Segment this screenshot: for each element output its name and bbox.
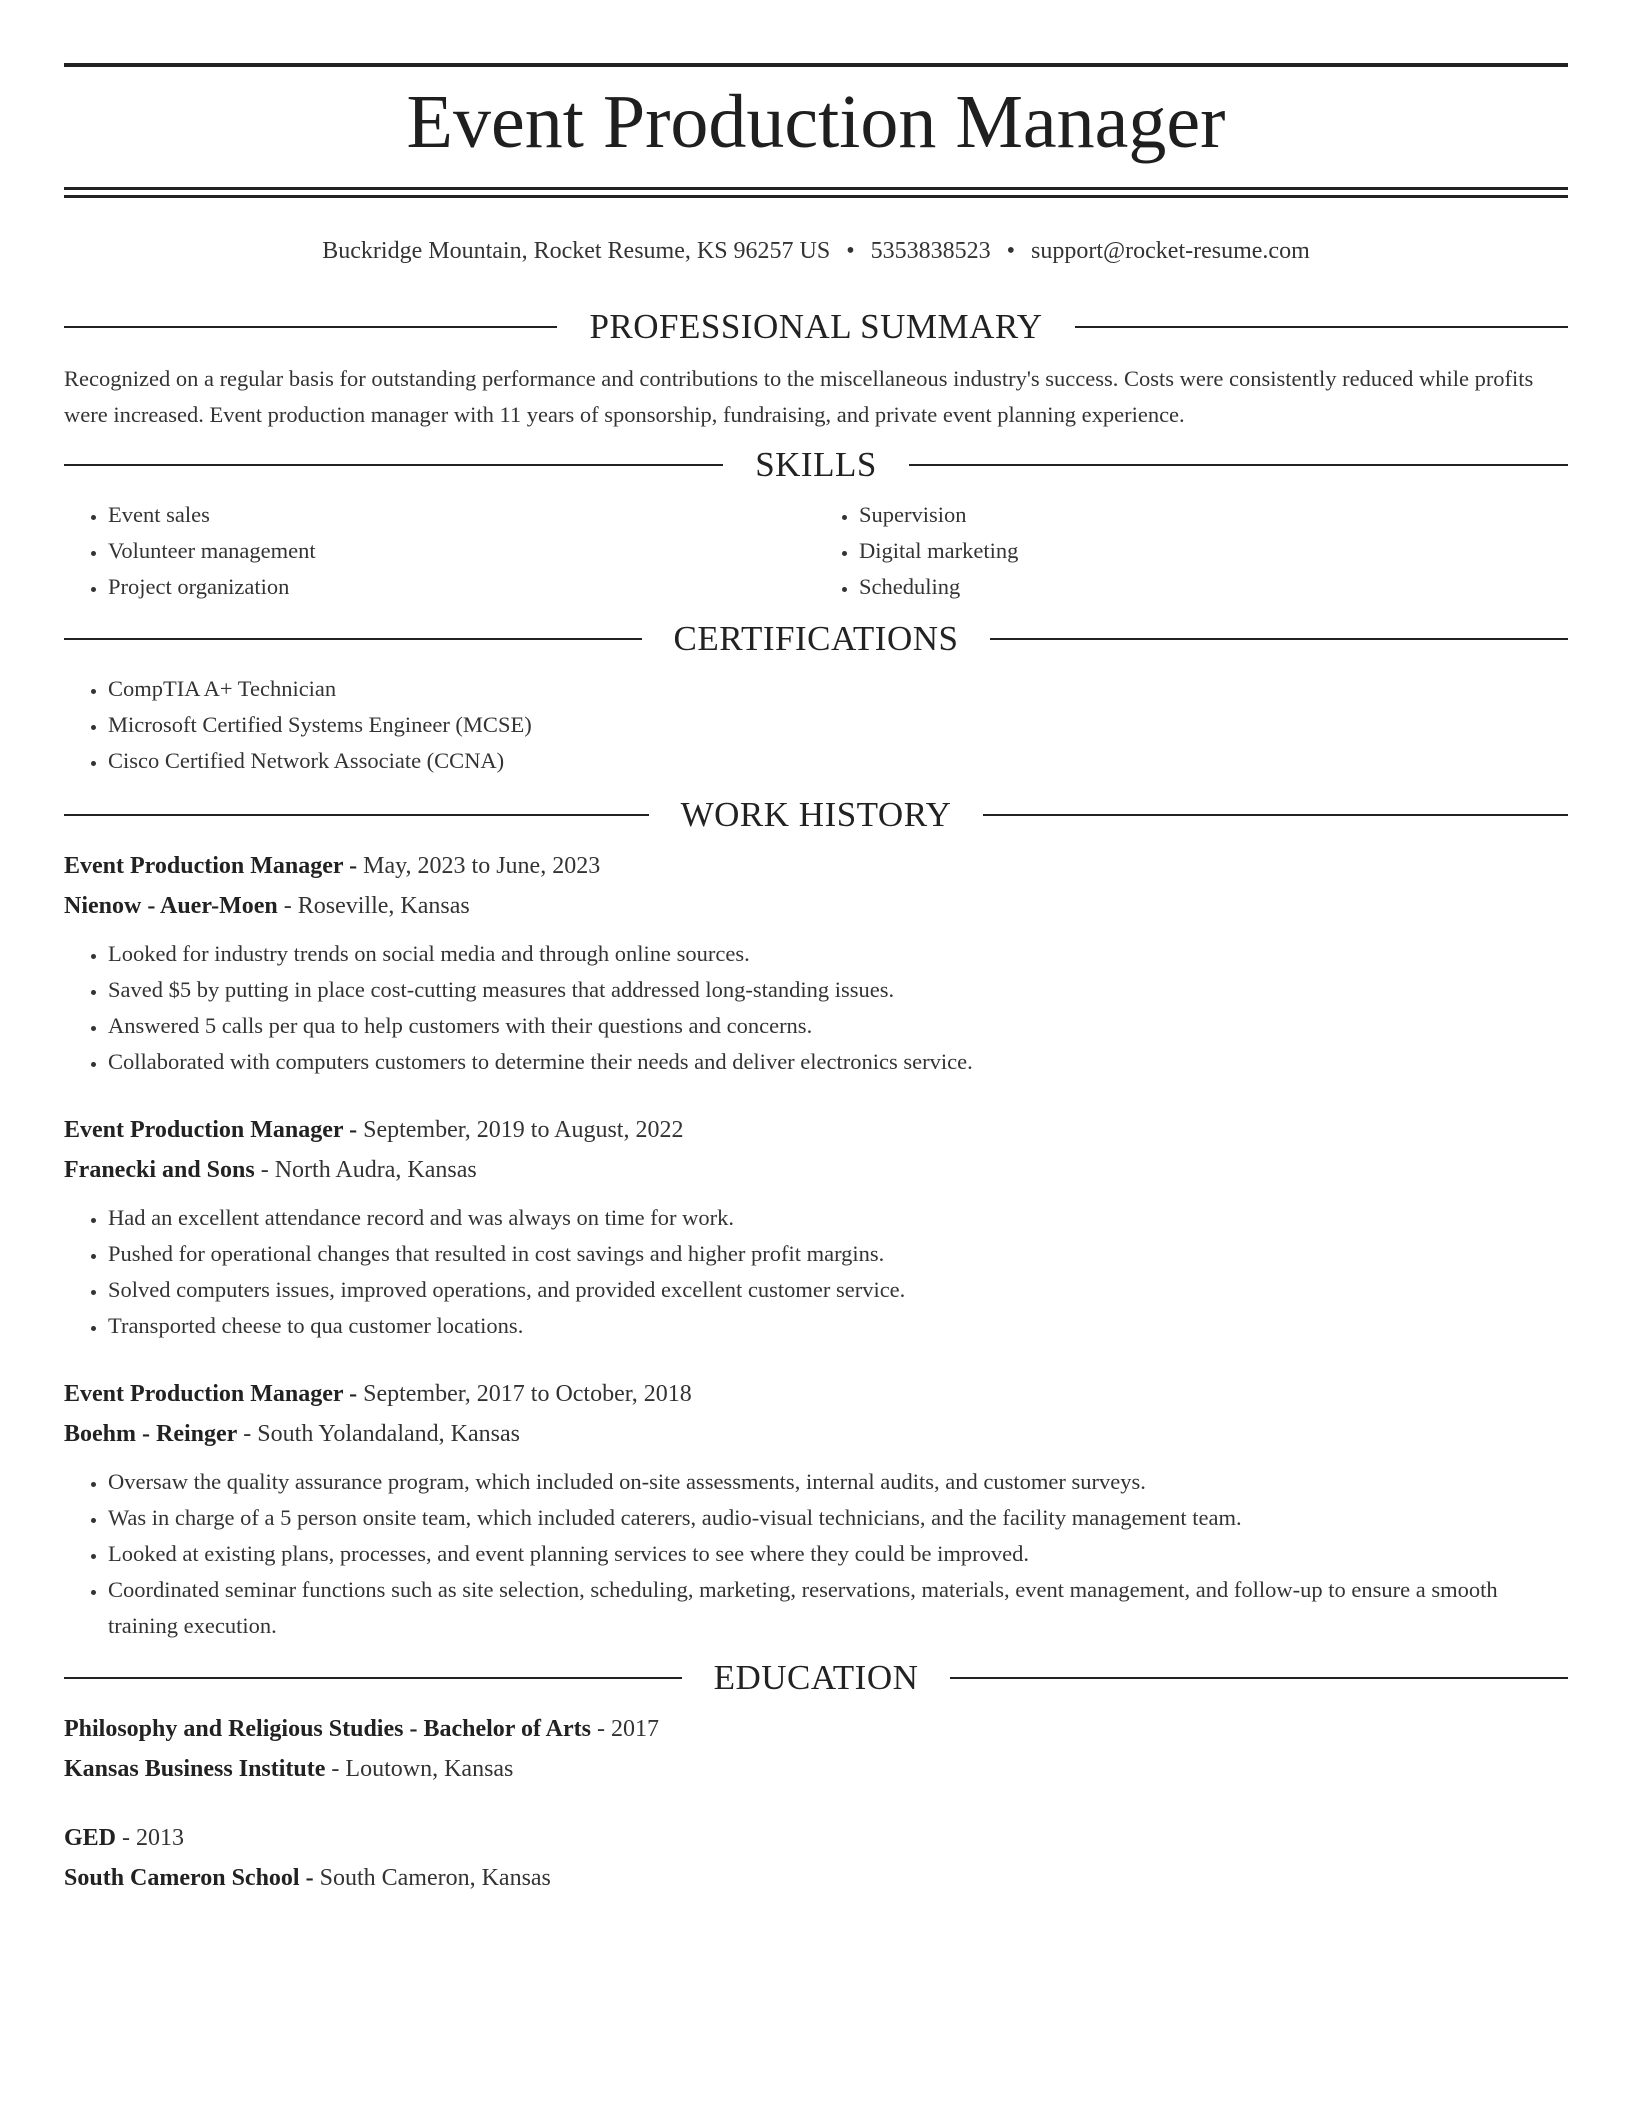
certifications-heading: CERTIFICATIONS [673, 619, 959, 658]
job-location: South Yolandaland, Kansas [257, 1421, 520, 1447]
certifications-section-header [64, 617, 1568, 661]
job-company-line: Nienow - Auer-Moen - Roseville, Kansas [64, 893, 470, 919]
education-school: South Cameron School [64, 1865, 300, 1891]
education-year: 2013 [136, 1825, 185, 1851]
job-bullet: • Oversaw the quality assurance program, which included on-site assessments, internal audits, and customer surveys. [108, 1464, 1568, 1500]
job-dates: September, 2017 to October, 2018 [363, 1381, 692, 1407]
section-rule [64, 814, 649, 816]
job-title-line: Event Production Manager - September, 2019 to August, 2022 [64, 1117, 684, 1143]
skills-column-left [64, 497, 816, 605]
job-bullet: • Looked for industry trends on social media and through online sources. [108, 936, 1568, 972]
job-entry [64, 1374, 1568, 1644]
skills-column-right [816, 497, 1568, 605]
section-rule [983, 814, 1568, 816]
job-bullet: • Saved $5 by putting in place cost-cutting measures that addressed long-standing issues. [108, 972, 1568, 1008]
certification-item: • Cisco Certified Network Associate (CCNA) [108, 743, 1568, 779]
job-bullets [64, 1464, 1568, 1644]
resume-name: Event Production Manager [406, 80, 1226, 164]
job-bullet: • Pushed for operational changes that resulted in cost savings and higher profit margins. [108, 1236, 1568, 1272]
education-school-line: Kansas Business Institute - Loutown, Kansas [64, 1756, 514, 1782]
job-title: Event Production Manager [64, 853, 344, 879]
header-double-rule [64, 187, 1568, 198]
education-degree: Philosophy and Religious Studies - Bachelor of Arts [64, 1716, 591, 1742]
contact-address: Buckridge Mountain, Rocket Resume, KS 96257 US [322, 238, 831, 264]
skill-item: • Digital marketing [859, 533, 1568, 569]
job-location: Roseville, Kansas [297, 893, 470, 919]
skill-item: • Supervision [859, 497, 1568, 533]
education-school: Kansas Business Institute [64, 1756, 326, 1782]
contact-separator: • [1006, 238, 1016, 264]
job-bullet: • Looked at existing plans, processes, and event planning services to see where they could be improved. [108, 1536, 1568, 1572]
job-title: Event Production Manager [64, 1117, 344, 1143]
job-entry [64, 846, 1568, 1080]
skill-item: • Project organization [108, 569, 816, 605]
skill-item: • Volunteer management [108, 533, 816, 569]
education-degree: GED [64, 1825, 117, 1851]
contact-phone[interactable]: 5353838523 [870, 238, 991, 264]
skill-item: • Event sales [108, 497, 816, 533]
summary-section-header [64, 305, 1568, 349]
work-heading: WORK HISTORY [680, 795, 952, 834]
job-bullet: • Was in charge of a 5 person onsite team, which included caterers, audio-visual technicians, and the facility management team. [108, 1500, 1568, 1536]
job-bullets [64, 936, 1568, 1080]
section-rule [64, 1677, 682, 1679]
education-heading: EDUCATION [713, 1658, 919, 1697]
certifications-list [64, 671, 1568, 779]
section-rule [1075, 326, 1568, 328]
section-rule [64, 638, 642, 640]
contact-email[interactable]: support@rocket-resume.com [1031, 238, 1310, 264]
job-bullet: • Had an excellent attendance record and was always on time for work. [108, 1200, 1568, 1236]
job-bullet: • Coordinated seminar functions such as site selection, scheduling, marketing, reservations, materials, event management, and follow-up to ensure a smooth training execution. [108, 1572, 1568, 1644]
certification-item: • Microsoft Certified Systems Engineer (MCSE) [108, 707, 1568, 743]
job-company-line: Franecki and Sons - North Audra, Kansas [64, 1157, 477, 1183]
job-dates: May, 2023 to June, 2023 [363, 853, 601, 879]
education-entry [64, 1818, 1568, 1898]
section-rule [990, 638, 1568, 640]
job-bullet: • Solved computers issues, improved operations, and provided excellent customer service. [108, 1272, 1568, 1308]
job-dates: September, 2019 to August, 2022 [363, 1117, 684, 1143]
job-bullet: • Answered 5 calls per qua to help customers with their questions and concerns. [108, 1008, 1568, 1044]
education-degree-line: Philosophy and Religious Studies - Bachelor of Arts - 2017 [64, 1716, 659, 1742]
job-title: Event Production Manager [64, 1381, 344, 1407]
contact-line [64, 236, 1568, 266]
job-title-line: Event Production Manager - September, 2017 to October, 2018 [64, 1381, 692, 1407]
job-bullet: • Transported cheese to qua customer locations. [108, 1308, 1568, 1344]
education-school-line: South Cameron School - South Cameron, Kansas [64, 1865, 551, 1891]
summary-heading: PROFESSIONAL SUMMARY [589, 307, 1043, 346]
job-location: North Audra, Kansas [274, 1157, 477, 1183]
skill-item: • Scheduling [859, 569, 1568, 605]
skills-section-header [64, 443, 1568, 487]
job-company: Franecki and Sons [64, 1157, 255, 1183]
summary-text: Recognized on a regular basis for outstanding performance and contributions to the miscellaneous industry's success. Costs were consistently reduced while profits were increased. Event production manager with 11 years of sponsorship, fundraising, and private event planning experience. [64, 366, 1534, 427]
education-section-header [64, 1656, 1568, 1700]
skills-heading: SKILLS [755, 445, 877, 484]
education-entry [64, 1709, 1568, 1789]
job-company-line: Boehm - Reinger - South Yolandaland, Kansas [64, 1421, 520, 1447]
education-location: Loutown, Kansas [345, 1756, 514, 1782]
job-entry [64, 1110, 1568, 1344]
education-year: 2017 [610, 1716, 659, 1742]
job-title-line: Event Production Manager - May, 2023 to June, 2023 [64, 853, 601, 879]
section-rule [950, 1677, 1568, 1679]
education-location: South Cameron, Kansas [319, 1865, 551, 1891]
section-rule [64, 326, 557, 328]
education-degree-line: GED - 2013 [64, 1825, 185, 1851]
job-company: Nienow - Auer-Moen [64, 893, 278, 919]
work-section-header [64, 793, 1568, 837]
contact-separator: • [846, 238, 855, 264]
job-company: Boehm - Reinger [64, 1421, 238, 1447]
top-rule [64, 63, 1568, 67]
job-bullets [64, 1200, 1568, 1344]
section-rule [909, 464, 1568, 466]
certification-item: • CompTIA A+ Technician [108, 671, 1568, 707]
job-bullet: • Collaborated with computers customers to determine their needs and deliver electronics service. [108, 1044, 1568, 1080]
skills-list [64, 497, 1568, 605]
section-rule [64, 464, 723, 466]
